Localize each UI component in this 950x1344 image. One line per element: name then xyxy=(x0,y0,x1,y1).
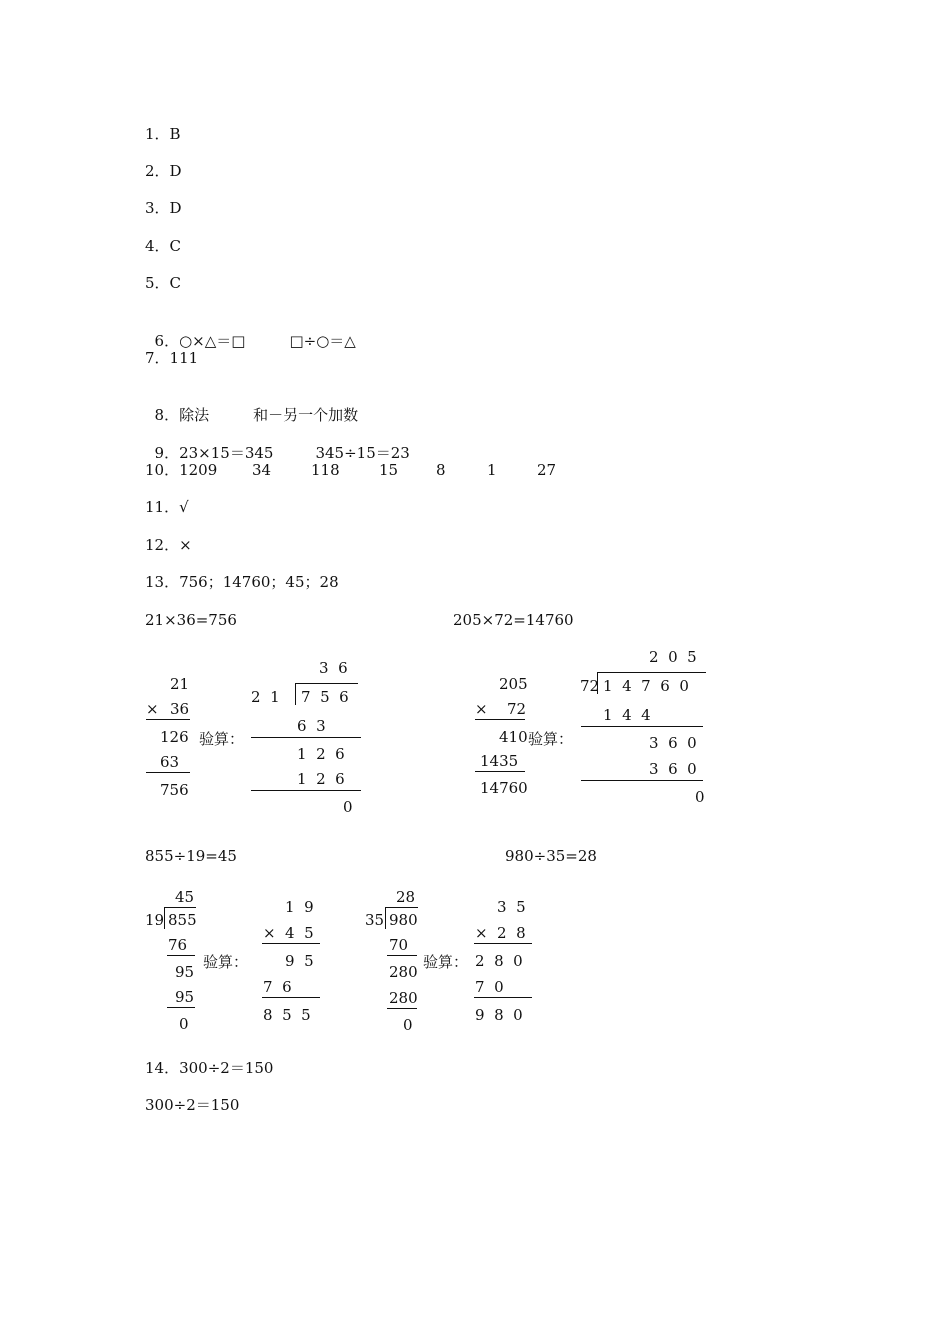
equation-p2: 205×72=14760 xyxy=(453,611,574,629)
p3-check-bottom: 4 5 xyxy=(285,924,314,942)
p4-rule xyxy=(474,997,532,998)
p2-check-quotient: 2 0 5 xyxy=(649,648,697,666)
p2-rule xyxy=(475,771,525,772)
answer-10-item: 34 xyxy=(252,461,272,479)
answer-10-item: 1 xyxy=(487,461,497,479)
p3-remainder: 0 xyxy=(179,1015,189,1033)
p3-rule xyxy=(167,1007,195,1008)
p1-check-rem-1: 1 2 6 xyxy=(297,745,345,763)
p4-division-bracket xyxy=(385,907,418,908)
equation-p1: 21×36=756 xyxy=(145,611,237,629)
p4-rule xyxy=(387,955,417,956)
p4-dividend: 980 xyxy=(389,911,418,929)
p2-check-label: 验算： xyxy=(528,730,574,748)
p2-division-bracket xyxy=(597,672,598,694)
p3-rule xyxy=(262,943,320,944)
p4-check-partial-1: 2 8 0 xyxy=(475,952,523,970)
answer-14-working: 300÷2＝150 xyxy=(145,1096,240,1114)
answer-13: 13．756；14760；45；28 xyxy=(145,573,339,591)
p2-mult-top: 205 xyxy=(499,675,528,693)
p2-check-rem-1: 3 6 0 xyxy=(649,734,697,752)
answer-7: 7．111 xyxy=(145,349,199,367)
p1-check-label: 验算： xyxy=(199,730,245,748)
p3-sub-2: 95 xyxy=(175,988,195,1006)
p2-mult-op: × xyxy=(475,700,488,718)
p1-mult-op: × xyxy=(146,700,159,718)
p1-rule xyxy=(146,719,190,720)
p3-division-bracket xyxy=(164,907,196,908)
answer-9-part-b: 345÷15＝23 xyxy=(315,444,410,462)
answer-10-item: 15 xyxy=(379,461,399,479)
p2-check-remainder: 0 xyxy=(695,788,705,806)
p4-sub-1: 70 xyxy=(389,936,409,954)
p3-check-partial-1: 9 5 xyxy=(285,952,314,970)
answer-10-item: 10．1209 xyxy=(145,461,218,479)
p1-rule xyxy=(146,772,190,773)
answer-10-item: 118 xyxy=(311,461,340,479)
p2-rule xyxy=(475,719,525,720)
p4-division-bracket xyxy=(385,907,386,929)
p1-check-remainder: 0 xyxy=(343,798,353,816)
answer-4: 4．C xyxy=(145,237,182,255)
p1-partial-2: 63 xyxy=(160,753,180,771)
answer-9-part-a: 9．23×15＝345 xyxy=(154,444,274,462)
p4-sub-2: 280 xyxy=(389,989,418,1007)
answer-6 xyxy=(145,311,356,351)
answer-2: 2．D xyxy=(145,162,182,180)
p4-check-result: 9 8 0 xyxy=(475,1006,523,1024)
p1-check-dividend: 7 5 6 xyxy=(301,688,349,706)
answer-11: 11．√ xyxy=(145,498,189,516)
answer-14: 14．300÷2＝150 xyxy=(145,1059,274,1077)
answer-10 xyxy=(0,460,950,620)
p2-mult-bottom: 72 xyxy=(507,700,527,718)
answer-10-item: 27 xyxy=(537,461,557,479)
p2-partial-1: 410 xyxy=(499,728,528,746)
answer-3: 3．D xyxy=(145,199,182,217)
equation-p4: 980÷35=28 xyxy=(505,847,597,865)
p4-check-label: 验算： xyxy=(423,953,469,971)
p3-check-op: × xyxy=(263,924,276,942)
p3-division-bracket xyxy=(164,907,165,929)
p4-rule xyxy=(387,1008,417,1009)
p4-rule xyxy=(474,943,532,944)
equation-p3: 855÷19=45 xyxy=(145,847,237,865)
p3-rule xyxy=(167,955,195,956)
p1-check-sub-1: 6 3 xyxy=(297,717,326,735)
p3-divisor: 19 xyxy=(145,911,165,929)
p3-quotient: 45 xyxy=(175,888,195,906)
p2-partial-2: 1435 xyxy=(480,752,519,770)
p2-result: 14760 xyxy=(480,779,528,797)
p1-division-bracket xyxy=(295,683,358,684)
p3-sub-1: 76 xyxy=(168,936,188,954)
p1-rule xyxy=(251,737,361,738)
p3-check-top: 1 9 xyxy=(285,898,314,916)
p4-check-op: × xyxy=(475,924,488,942)
answer-8-part-a: 8．除法 xyxy=(154,406,210,424)
p1-rule xyxy=(251,790,361,791)
answer-10-item: 8 xyxy=(436,461,446,479)
p4-divisor: 35 xyxy=(365,911,385,929)
answer-1: 1．B xyxy=(145,125,181,143)
answer-5: 5．C xyxy=(145,274,182,292)
p2-division-bracket xyxy=(597,672,706,673)
p1-division-bracket xyxy=(295,683,296,705)
p2-check-sub-2: 3 6 0 xyxy=(649,760,697,778)
p3-check-label: 验算： xyxy=(203,953,249,971)
p1-result: 756 xyxy=(160,781,189,799)
p3-check-partial-2: 7 6 xyxy=(263,978,292,996)
p2-check-dividend: 1 4 7 6 0 xyxy=(603,677,689,695)
answer-6-part-a: 6．○×△＝□ xyxy=(154,332,246,350)
p1-partial-1: 126 xyxy=(160,728,189,746)
p3-rule xyxy=(262,997,320,998)
p1-mult-bottom: 36 xyxy=(170,700,190,718)
p2-check-divisor: 72 xyxy=(580,677,600,695)
answer-8-part-b: 和－另一个加数 xyxy=(253,406,359,424)
p4-check-bottom: 2 8 xyxy=(497,924,526,942)
p4-check-partial-2: 7 0 xyxy=(475,978,504,996)
answer-8 xyxy=(145,385,358,425)
p2-rule xyxy=(581,780,703,781)
p1-check-quotient: 3 6 xyxy=(319,659,348,677)
p4-remainder: 0 xyxy=(403,1016,413,1034)
p4-rem-1: 280 xyxy=(389,963,418,981)
p2-rule xyxy=(581,726,703,727)
answer-9 xyxy=(145,423,410,463)
p1-check-divisor: 2 1 xyxy=(251,688,280,706)
p1-check-sub-2: 1 2 6 xyxy=(297,770,345,788)
p3-dividend: 855 xyxy=(168,911,197,929)
p4-quotient: 28 xyxy=(396,888,416,906)
p2-check-sub-1: 1 4 4 xyxy=(603,706,651,724)
answer-12: 12．× xyxy=(145,536,192,554)
p1-mult-top: 21 xyxy=(170,675,190,693)
p3-rem-1: 95 xyxy=(175,963,195,981)
answer-6-part-b: □÷○＝△ xyxy=(289,332,356,350)
p4-check-top: 3 5 xyxy=(497,898,526,916)
p3-check-result: 8 5 5 xyxy=(263,1006,311,1024)
